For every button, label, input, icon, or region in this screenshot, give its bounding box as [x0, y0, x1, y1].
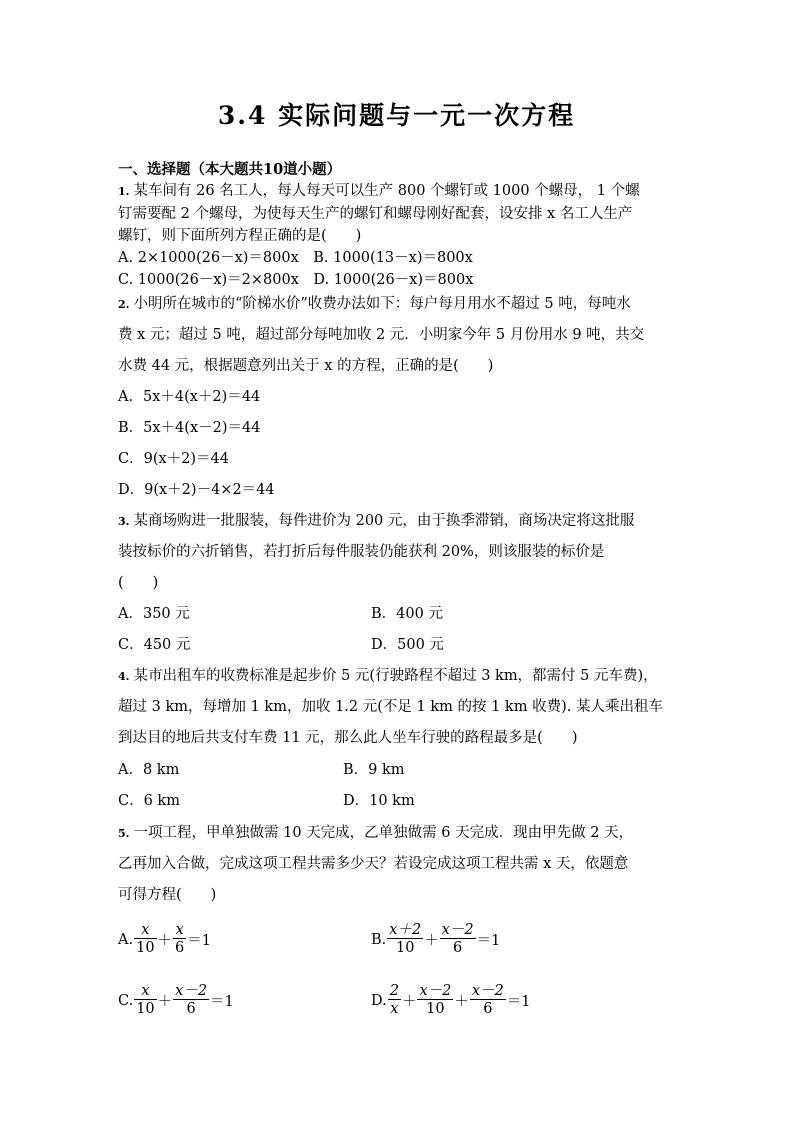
q3-option-c: C．450 元 — [118, 637, 191, 653]
q2-line-3: 水费 44 元，根据题意列出关于 x 的方程，正确的是( ) — [118, 358, 494, 374]
q3-option-d: D．500 元 — [371, 637, 444, 653]
q4-option-c: C．6 km — [118, 793, 180, 809]
q4-line-2: 超过 3 km，每增加 1 km，加收 1.2 元(不足 1 km 的按 1 km 收费). 某人乘出租车 — [118, 699, 663, 715]
q5-line-3: 可得方程( ) — [118, 887, 217, 903]
q5-line-2: 乙再加入合做，完成这项工程共需多少天？若设完成这项工程共需 x 天，依题意 — [118, 856, 629, 872]
q5-line-1: 5. 一项工程，甲单独做需 10 天完成，乙单独做需 6 天完成．现由甲先做 2 天， — [118, 825, 634, 841]
q1-line-3: 螺钉，则下面所列方程正确的是( ) — [118, 228, 362, 244]
q5-option-b: B. $\frac{x+2}{10}$ ＋ $\frac{x-2}{6}$ ＝1 — [371, 922, 501, 956]
q1-options-cd: C. 1000(26－x)＝2×800x D. 1000(26－x)＝800x — [118, 272, 474, 288]
fraction: $\frac{x-2}{10}$ — [419, 983, 452, 1017]
fraction: $\frac{2}{x}$ — [389, 983, 399, 1017]
q5-option-d: D. $\frac{2}{x}$ ＋ $\frac{x-2}{10}$ ＋ $\frac{x-2}{6}$ ＝1 — [371, 983, 531, 1017]
q5-number: 5. — [118, 827, 130, 840]
q2-line-1: 2. 小明所在城市的“阶梯水价”收费办法如下：每户每月用水不超过 5 吨，每吨水 — [118, 296, 631, 312]
section-heading: 一、选择题（本大题共10道小题） — [118, 161, 342, 178]
q4-number: 4. — [118, 670, 130, 683]
q3-option-a: A．350 元 — [118, 606, 190, 622]
page-title: 3.4 实际问题与一元一次方程 — [217, 101, 576, 130]
q2-option-a: A．5x＋4(x＋2)＝44 — [118, 389, 261, 405]
q2-number: 2. — [118, 298, 130, 311]
q1-number: 1. — [118, 185, 130, 198]
q3-line-3: ( ) — [118, 575, 159, 591]
fraction: $\frac{x+2}{10}$ — [389, 922, 422, 956]
q1-line-2: 钉需要配 2 个螺母，为使每天生产的螺钉和螺母刚好配套，设安排 x 名工人生产 — [118, 206, 633, 222]
q4-option-a: A．8 km — [118, 762, 180, 778]
fraction: $\frac{x}{10}$ — [136, 983, 155, 1017]
q4-option-b: B．9 km — [343, 762, 405, 778]
fraction: $\frac{x-2}{6}$ — [175, 983, 208, 1017]
q1-line-1: 1. 某车间有 26 名工人，每人每天可以生产 800 个螺钉或 1000 个螺母， 1 个螺 — [118, 183, 640, 199]
fraction: $\frac{x}{10}$ — [136, 922, 155, 956]
q4-line-1: 4. 某市出租车的收费标准是起步价 5 元(行驶路程不超过 3 km，都需付 5 元车费)， — [118, 668, 658, 684]
q5-option-a: A. $\frac{x}{10}$ ＋ $\frac{x}{6}$ ＝1 — [118, 922, 212, 956]
q1-options-ab: A. 2×1000(26－x)＝800x B. 1000(13－x)＝800x — [118, 250, 473, 266]
q2-option-c: C．9(x＋2)＝44 — [118, 451, 229, 467]
q3-number: 3. — [118, 515, 130, 528]
q5-option-c: C. $\frac{x}{10}$ ＋ $\frac{x-2}{6}$ ＝1 — [118, 983, 234, 1017]
fraction: $\frac{x}{6}$ — [175, 922, 185, 956]
q2-line-2: 费 x 元；超过 5 吨，超过部分每吨加收 2 元．小明家今年 5 月份用水 9 吨，共交 — [118, 327, 645, 343]
q3-line-2: 装按标价的六折销售，若打折后每件服装仍能获利 20%，则该服装的标价是 — [118, 544, 605, 560]
fraction: $\frac{x-2}{6}$ — [471, 983, 504, 1017]
q4-option-d: D．10 km — [343, 793, 415, 809]
q4-line-3: 到达目的地后共支付车费 11 元，那么此人坐车行驶的路程最多是( ) — [118, 730, 578, 746]
q2-option-d: D．9(x＋2)－4×2＝44 — [118, 482, 275, 498]
q2-option-b: B．5x＋4(x－2)＝44 — [118, 420, 261, 436]
q3-option-b: B．400 元 — [371, 606, 443, 622]
q3-line-1: 3. 某商场购进一批服装，每件进价为 200 元，由于换季滞销，商场决定将这批服 — [118, 513, 635, 529]
fraction: $\frac{x-2}{6}$ — [441, 922, 474, 956]
